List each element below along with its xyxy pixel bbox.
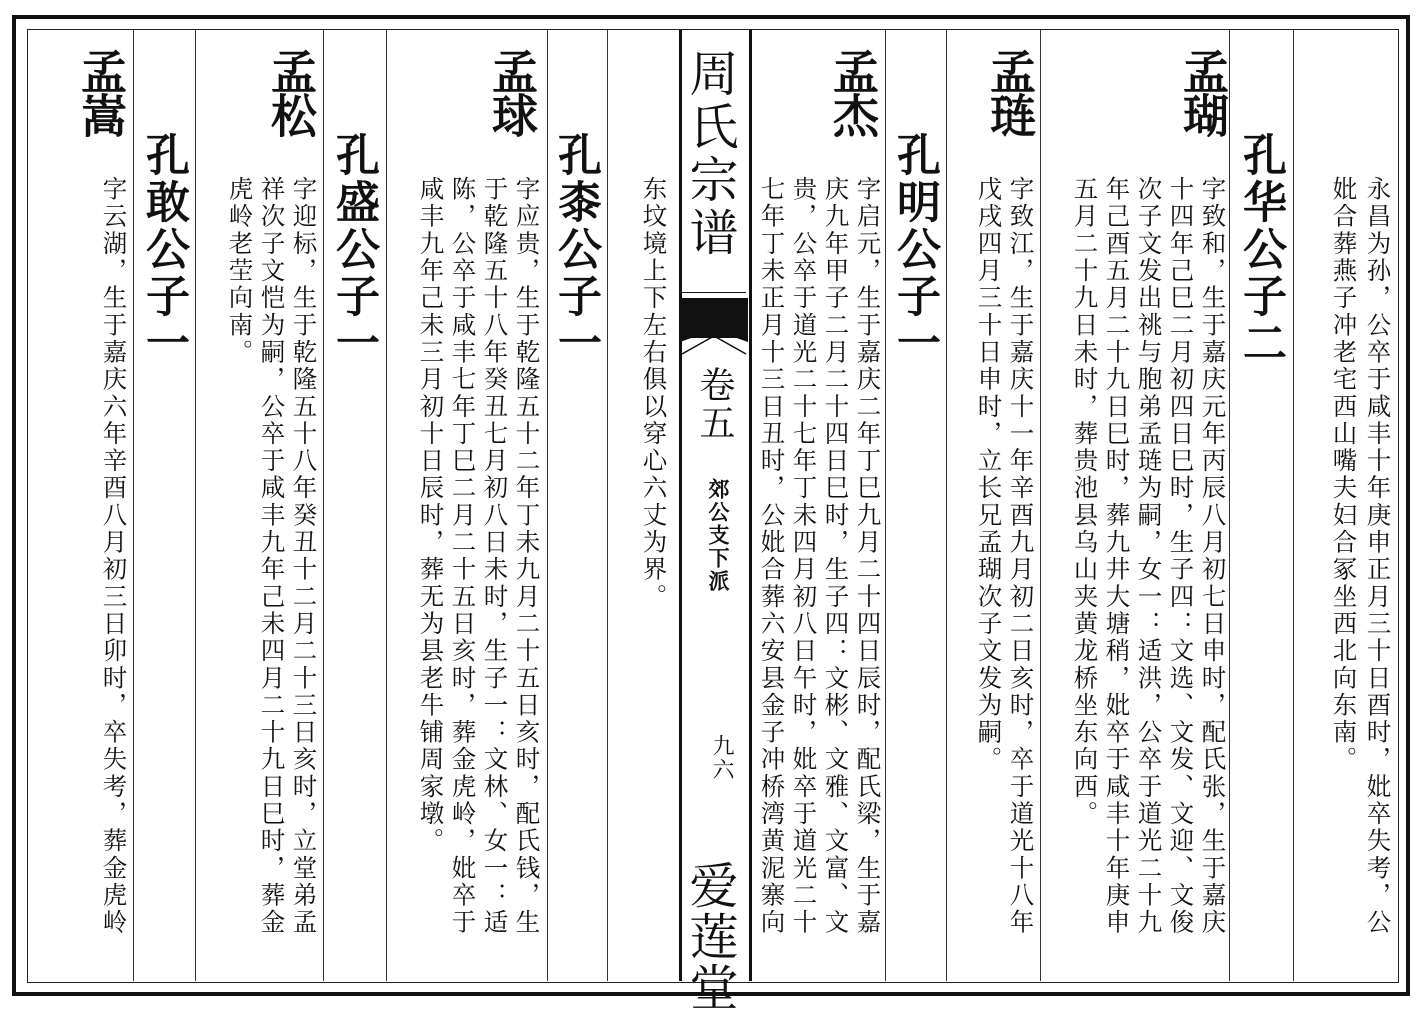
column-rule — [1229, 30, 1230, 981]
continuation-line: 东坟境上下左右俱以穿心六丈为界。 — [639, 176, 669, 611]
section-heading: 孔敢公子一 — [138, 132, 189, 367]
spine-rule — [682, 292, 746, 293]
volume-label: 卷五 — [694, 366, 735, 442]
entry-line: 五月二十九日未时，葬贵池县乌山夹黄龙桥坐东向西。 — [1070, 176, 1100, 828]
section-heading: 孔桼公子一 — [550, 132, 601, 367]
person-name: 孟松 — [264, 48, 318, 136]
entry-line: 于乾隆五十八年癸丑七月初八日未时，生子一：文林、女一：适 — [480, 176, 510, 937]
column-rule — [386, 30, 387, 981]
column-rule — [1040, 30, 1041, 981]
entry-line: 庆九年甲子二月二十四日巳时，生子四：文彬、文雅、文富、文 — [821, 176, 851, 937]
entry-line: 十四年己巳二月初四日巳时，生子四：文选、文发、文迎、文俊 — [1166, 176, 1196, 937]
branch-label: 郊公支下派 — [706, 478, 731, 593]
column-rule — [1293, 30, 1294, 981]
entry-line: 字云湖，生于嘉庆六年辛酉八月初三日卯时，卒失考，葬金虎岭 — [99, 176, 129, 937]
book-spine — [680, 30, 748, 1013]
entry-line: 字启元，生于嘉庆二年丁巳九月二十四日辰时，配氏梁，生于嘉 — [853, 176, 883, 937]
person-name: 孟瑚 — [1176, 48, 1230, 136]
section-heading: 孔明公子一 — [889, 132, 940, 367]
entry-line: 次子文发出祧与胞弟孟琏为嗣，女一：适洪，公卒于道光二十九 — [1134, 176, 1164, 937]
person-name: 孟杰 — [826, 48, 880, 136]
entry-line: 字致江，生于嘉庆十一年辛酉九月初二日亥时，卒于道光十八年 — [1006, 176, 1036, 937]
column-rule — [607, 30, 608, 981]
entry-line: 七年丁未正月十三日丑时，公妣合葬六安县金子冲桥湾黄泥寨向 — [757, 176, 787, 937]
spine-border-right — [749, 30, 752, 981]
fishtail-chevron — [680, 328, 748, 368]
section-heading: 孔华公子二 — [1235, 132, 1286, 367]
person-name: 孟嵩 — [74, 48, 128, 136]
person-name: 孟琏 — [983, 48, 1037, 136]
person-name: 孟球 — [485, 48, 539, 136]
entry-line: 字应贵，生于乾隆五十二年丁未九月二十五日亥时，配氏钱，生 — [512, 176, 542, 937]
entry-line: 字迎标，生于乾隆五十八年癸丑十二月二十三日亥时，立堂弟孟 — [289, 176, 319, 937]
genealogy-title: 周氏宗谱 — [682, 48, 739, 260]
column-rule — [133, 30, 134, 981]
entry-line: 咸丰九年己未三月初十日辰时，葬无为县老牛铺周家墩。 — [416, 176, 446, 855]
column-rule — [195, 30, 196, 981]
entry-line: 祥次子文恺为嗣，公卒于咸丰九年己未四月二十九日巳时，葬金 — [257, 176, 287, 937]
page-number: 九六 — [709, 734, 734, 782]
entry-line: 虎岭老茔向南。 — [225, 176, 255, 367]
column-rule — [547, 30, 548, 981]
hall-name: 爱莲堂 — [682, 860, 739, 1013]
entry-line: 字致和，生于嘉庆元年丙辰八月初七日申时，配氏张，生于嘉庆 — [1198, 176, 1228, 937]
entry-line: 戊戌四月三十日申时，立长兄孟瑚次子文发为嗣。 — [974, 176, 1004, 774]
entry-line: 陈，公卒于咸丰七年丁巳二月二十五日亥时，葬金虎岭，妣卒于 — [448, 176, 478, 937]
entry-line: 年己酉五月二十九日巳时，葬九井大塘稍，妣卒于咸丰十年庚申 — [1102, 176, 1132, 937]
column-rule — [323, 30, 324, 981]
section-heading: 孔盛公子一 — [328, 132, 379, 367]
entry-line: 贵，公卒于道光二十七年丁未四月初八日午时，妣卒于道光二十 — [789, 176, 819, 937]
column-rule — [946, 30, 947, 981]
continuation-line: 永昌为孙，公卒于咸丰十年庚申正月三十日酉时，妣卒失考，公 — [1363, 176, 1393, 937]
column-rule — [885, 30, 886, 981]
continuation-line: 妣合葬燕子冲老宅西山嘴夫妇合冢坐西北向东南。 — [1329, 176, 1359, 774]
